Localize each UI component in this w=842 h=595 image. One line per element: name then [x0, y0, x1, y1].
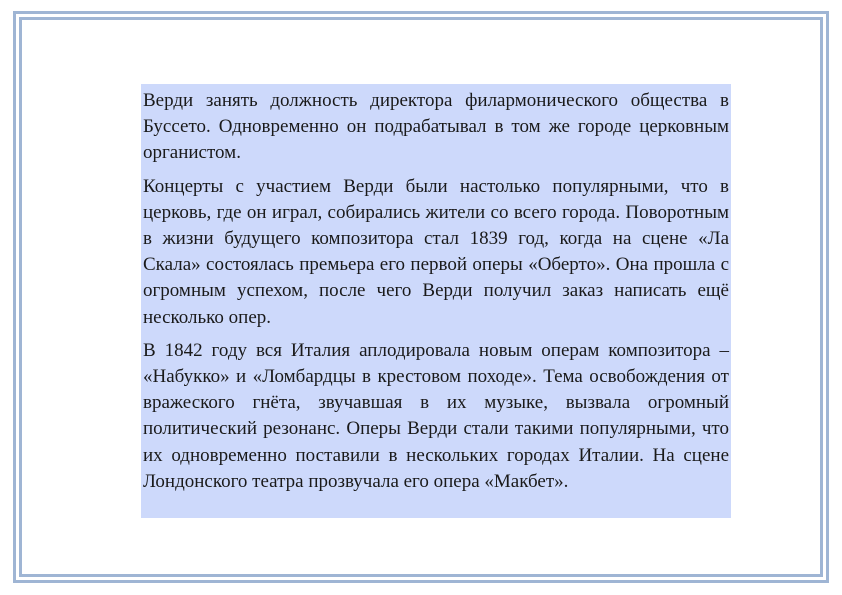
- paragraph-1: Верди занять должность директора филармонического общества в Буссето. Одновременно он подрабатывал в том же городе церковным органистом.: [143, 90, 729, 164]
- paragraph-3: В 1842 году вся Италия аплодировала новым операм композитора – «Набукко» и «Ломбардцы в крестовом походе». Тема освобождения от вражеского гнёта, звучавшая в их музыке, вызвала огромный политический резонанс. Оперы Верди стали такими популярными, что их одновременно поставили в нескольких городах Италии. На сцене Лондонского театра прозвучала его опера «Макбет».: [143, 339, 729, 492]
- text-box: [141, 84, 731, 518]
- paragraph-2: Концерты с участием Верди были настолько популярными, что в церковь, где он играл, собирались жители со всего города. Поворотным в жизни будущего композитора стал 1839 год, когда на сцене «Ла Скала» состоялась премьера его первой оперы «Оберто». Она прошла с огромным успехом, после чего Верди получил заказ написать ещё несколько опер.: [143, 175, 729, 328]
